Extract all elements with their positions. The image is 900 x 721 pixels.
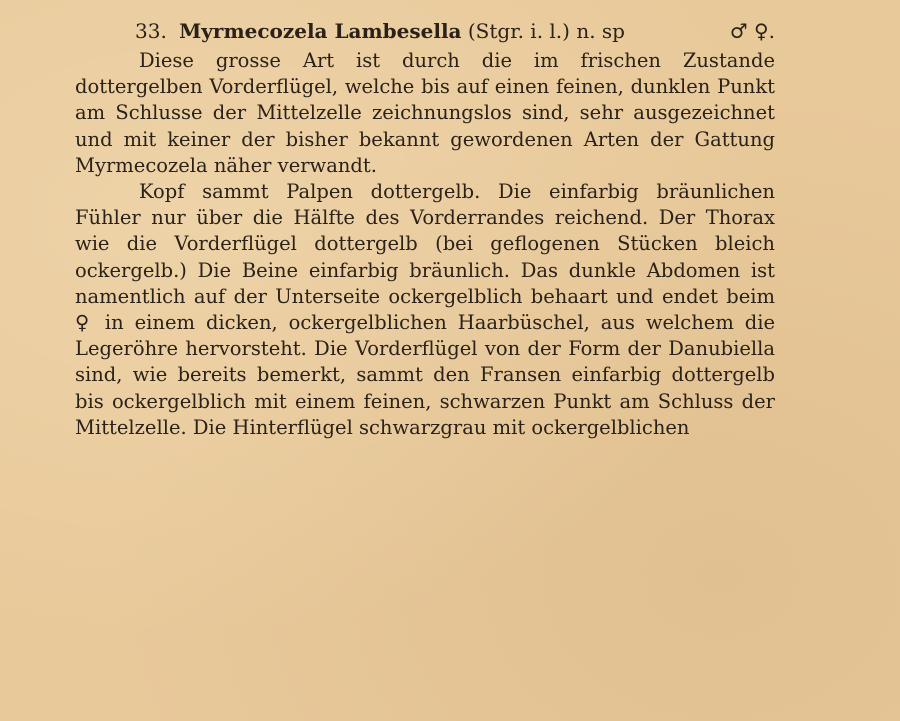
paragraph-diagnosis: Diese grosse Art ist durch die im frischen Zustande dottergelben Vorderflügel, welche bis auf einen feinen, dunklen Punkt am Schlusse der Mittelzelle zeichnungslos sind, sehr ausgezeichnet und mit keiner der bisher bekannt gewordenen Arten der Gattung Myrmecozela näher verwandt. — [75, 49, 775, 177]
species-authority: (Stgr. i. l.) n. sp — [467, 19, 625, 43]
species-name: Myrmecozela Lambesella — [179, 19, 462, 43]
paragraph-description: Kopf sammt Palpen dottergelb. Die einfarbig bräunlichen Fühler nur über die Hälfte des Vorderrandes reichend. Der Thorax wie die Vorderflügel dottergelb (bei geflogenen Stücken bleich ockergelb.) Die Beine einfarbig bräunlich. Das dunkle Abdomen ist namentlich auf der Unterseite ockergelblich behaart und endet beim ♀ in einem dicken, ockergelblichen Haarbüschel, aus welchem die Legeröhre hervorsteht. Die Vorderflügel von der Form der Danubiella sind, wie bereits bemerkt, sammt den Fransen einfarbig dottergelb bis ockergelblich mit einem feinen, schwarzen Punkt am Schluss der Mittelzelle. Die Hinterflügel schwarzgrau mit ockergelblichen — [75, 180, 775, 439]
entry-heading — [75, 14, 775, 48]
description-body — [75, 48, 775, 441]
page-content — [75, 14, 775, 441]
sex-symbols: ♂ ♀. — [729, 19, 775, 43]
entry-number: 33. — [135, 19, 167, 43]
